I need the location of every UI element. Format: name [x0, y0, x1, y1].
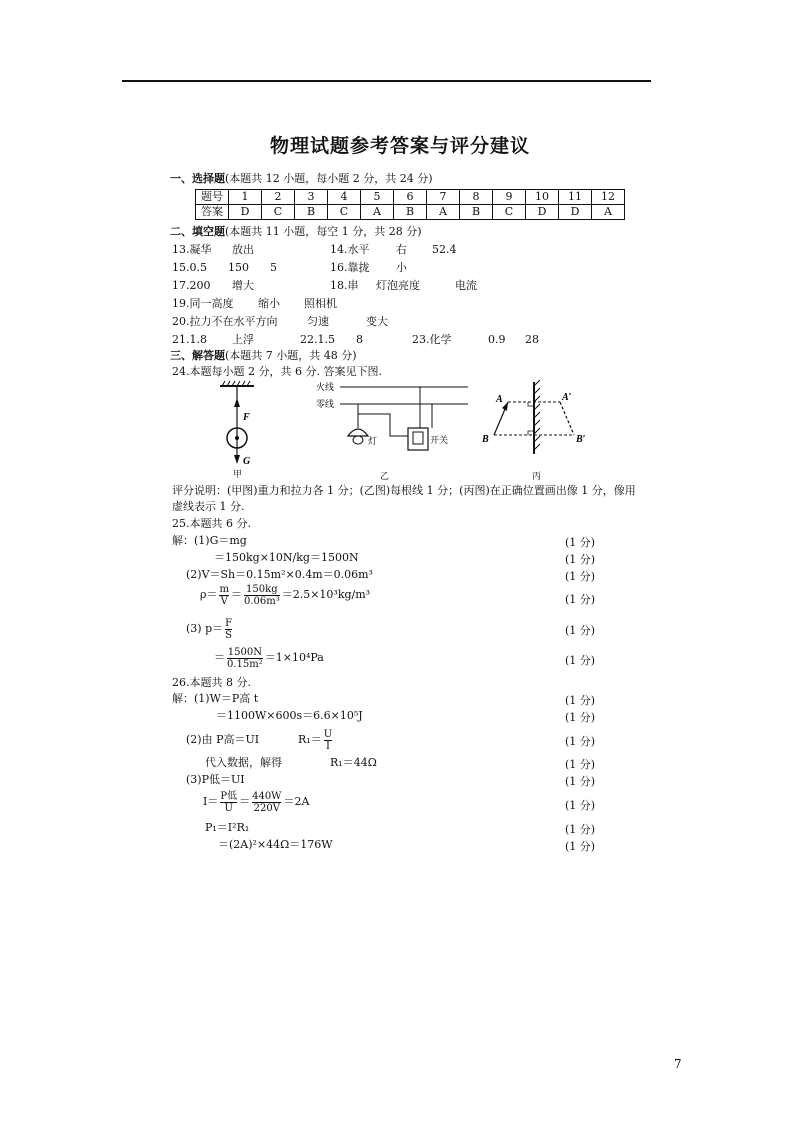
force-G-arrow	[234, 455, 240, 464]
fraction: $\frac{440W}{220V}$	[252, 790, 282, 814]
q25-statement: 25.本题共 6 分.	[172, 517, 251, 530]
page-title: 物理试题参考答案与评分建议	[269, 135, 530, 157]
fill-item: 增大	[232, 279, 254, 292]
q25-step: 解：(1)G＝mg	[172, 534, 247, 547]
q26-step-current: I＝ $\frac{\text{P低}}{U}$ ＝ $\frac{440W}{220V}$ ＝2A	[203, 790, 310, 814]
fill-item: 18.串	[330, 279, 359, 292]
table-cell: 12	[592, 190, 625, 205]
fill-item: 17.200	[172, 279, 211, 292]
section1-heading: 一、选择题(本题共 12 小题，每小题 2 分，共 24 分)	[170, 172, 433, 185]
fill-item: 小	[396, 261, 407, 274]
q26-step: 代入数据，解得	[205, 756, 282, 769]
table-cell: 2	[262, 190, 295, 205]
object-arrow	[502, 402, 508, 411]
label-fire-line: 火线	[316, 383, 335, 393]
table-cell: 10	[526, 190, 559, 205]
center-dot	[235, 436, 239, 440]
q25-step-pressure: (3) p＝ $\frac{F}{S}$	[186, 617, 233, 641]
force-F-arrow	[234, 398, 240, 407]
caption-bing: 丙	[532, 472, 542, 482]
fill-item: 照相机	[304, 297, 337, 310]
q26-step: ＝(2A)²×44Ω＝176W	[218, 838, 333, 851]
score-mark: (1 分)	[565, 536, 596, 549]
fill-item: 23.化学	[412, 333, 452, 346]
score-mark: (1 分)	[565, 570, 596, 583]
table-cell: D	[526, 205, 559, 220]
label-A-prime: A′	[562, 392, 572, 403]
table-cell: D	[229, 205, 262, 220]
fill-item: 20.拉力不在水平方向	[172, 315, 278, 328]
q26-step: (3)P低＝UI	[186, 773, 245, 786]
bulb	[353, 436, 363, 444]
score-mark: (1 分)	[565, 593, 596, 606]
fill-item: 150	[228, 261, 249, 274]
header-rule	[122, 80, 651, 82]
label-B: B	[482, 434, 489, 445]
table-cell: B	[394, 205, 427, 220]
score-mark: (1 分)	[565, 758, 596, 771]
caption-yi: 乙	[380, 472, 390, 482]
label-zero-line: 零线	[316, 400, 335, 410]
lamp-shade	[348, 429, 368, 436]
table-cell: 1	[229, 190, 262, 205]
q26-step: ＝1100W×600s＝6.6×10⁵J	[216, 709, 363, 722]
table-row	[196, 205, 625, 220]
q26-step: R₁＝44Ω	[330, 756, 377, 769]
fill-item: 变大	[366, 315, 388, 328]
table-cell: 4	[328, 190, 361, 205]
score-mark: (1 分)	[565, 735, 596, 748]
fill-item: 匀速	[307, 315, 329, 328]
fill-item: 16.靠拢	[330, 261, 370, 274]
q26-statement: 26.本题共 8 分.	[172, 676, 251, 689]
table-cell: 8	[460, 190, 493, 205]
fill-item: 28	[525, 333, 539, 346]
fraction: $\frac{m}{V}$	[219, 583, 229, 607]
q24-scoring-note-2: 虚线表示 1 分.	[172, 500, 245, 513]
table-cell: B	[460, 205, 493, 220]
table-cell: A	[427, 205, 460, 220]
table-cell: 5	[361, 190, 394, 205]
table-cell: A	[361, 205, 394, 220]
table-cell: C	[262, 205, 295, 220]
score-mark: (1 分)	[565, 799, 596, 812]
table-cell: 9	[493, 190, 526, 205]
table-cell: A	[592, 205, 625, 220]
section2-heading: 二、填空题(本题共 11 小题，每空 1 分，共 28 分)	[170, 225, 422, 238]
fill-item: 灯泡亮度	[376, 279, 420, 292]
fraction: $\frac{\text{P低}}{U}$	[220, 790, 238, 814]
q24-statement: 24.本题每小题 2 分，共 6 分. 答案见下图.	[172, 365, 382, 378]
q25-step: (2)V＝Sh＝0.15m²×0.4m＝0.06m³	[186, 568, 373, 581]
table-cell: 3	[295, 190, 328, 205]
row-label: 题号	[196, 190, 229, 205]
fraction: $\frac{1500N}{\text{0.15m²}}$	[227, 646, 263, 670]
score-mark: (1 分)	[565, 823, 596, 836]
table-cell: D	[559, 205, 592, 220]
switch-box	[408, 428, 428, 450]
fill-item: 电流	[455, 279, 477, 292]
page-number: 7	[674, 1057, 682, 1071]
score-mark: (1 分)	[565, 553, 596, 566]
fill-item: 19.同一高度	[172, 297, 234, 310]
table-cell: C	[328, 205, 361, 220]
figure-bing	[470, 378, 600, 468]
fill-item: 21.1.8	[172, 333, 207, 346]
row-label: 答案	[196, 205, 229, 220]
fraction: $\frac{F}{S}$	[225, 617, 233, 641]
fill-item: 缩小	[258, 297, 280, 310]
q25-step-result: ＝ $\frac{1500N}{\text{0.15m²}}$ ＝1×10⁴Pa	[214, 646, 324, 670]
fill-item: 右	[396, 243, 407, 256]
section3-heading: 三、解答题(本题共 7 小题，共 48 分)	[170, 349, 357, 362]
label-F: F	[243, 412, 250, 423]
fraction: $\frac{U}{I}$	[323, 728, 333, 752]
figure-yi	[310, 378, 470, 463]
table-cell: C	[493, 205, 526, 220]
label-switch: 开关	[430, 436, 449, 446]
label-B-prime: B′	[576, 434, 586, 445]
table-row	[196, 190, 625, 205]
label-lamp: 灯	[368, 437, 378, 447]
score-mark: (1 分)	[565, 711, 596, 724]
fill-item: 放出	[232, 243, 254, 256]
fill-item: 0.9	[488, 333, 506, 346]
fill-item: 22.1.5	[300, 333, 335, 346]
fill-item: 52.4	[432, 243, 457, 256]
score-mark: (1 分)	[565, 654, 596, 667]
fill-item: 8	[356, 333, 363, 346]
fill-item: 15.0.5	[172, 261, 207, 274]
score-mark: (1 分)	[565, 624, 596, 637]
table-cell: 6	[394, 190, 427, 205]
label-A: A	[496, 394, 503, 405]
q25-step: ＝150kg×10N/kg＝1500N	[214, 551, 359, 564]
score-mark: (1 分)	[565, 775, 596, 788]
q26-step: P₁＝I²R₁	[205, 821, 250, 834]
caption-jia: 甲	[233, 470, 243, 480]
score-mark: (1 分)	[565, 840, 596, 853]
fill-item: 13.凝华	[172, 243, 212, 256]
answer-table	[195, 189, 625, 220]
table-cell: 11	[559, 190, 592, 205]
fill-item: 上浮	[232, 333, 254, 346]
label-G: G	[243, 456, 251, 467]
fill-item: 14.水平	[330, 243, 370, 256]
score-mark: (1 分)	[565, 694, 596, 707]
fill-item: 5	[270, 261, 277, 274]
q25-step-density: ρ＝ $\frac{m}{V}$ ＝ $\frac{150kg}{\text{0.06m³}}$ ＝2.5×10³kg/m³	[200, 583, 371, 607]
image-AB	[560, 402, 574, 435]
table-cell: B	[295, 205, 328, 220]
q26-step-R1: R₁＝ $\frac{U}{I}$	[298, 728, 333, 752]
figure-jia	[212, 380, 272, 480]
table-cell: 7	[427, 190, 460, 205]
q26-step-resistance: (2)由 P高＝UI	[186, 733, 260, 746]
q26-step: 解：(1)W＝P高 t	[172, 692, 259, 705]
fraction: $\frac{150kg}{\text{0.06m³}}$	[243, 583, 280, 607]
q24-scoring-note: 评分说明：(甲图)重力和拉力各 1 分；(乙图)每根线 1 分；(丙图)在正确位置画出像 1 分，像用	[172, 484, 636, 497]
